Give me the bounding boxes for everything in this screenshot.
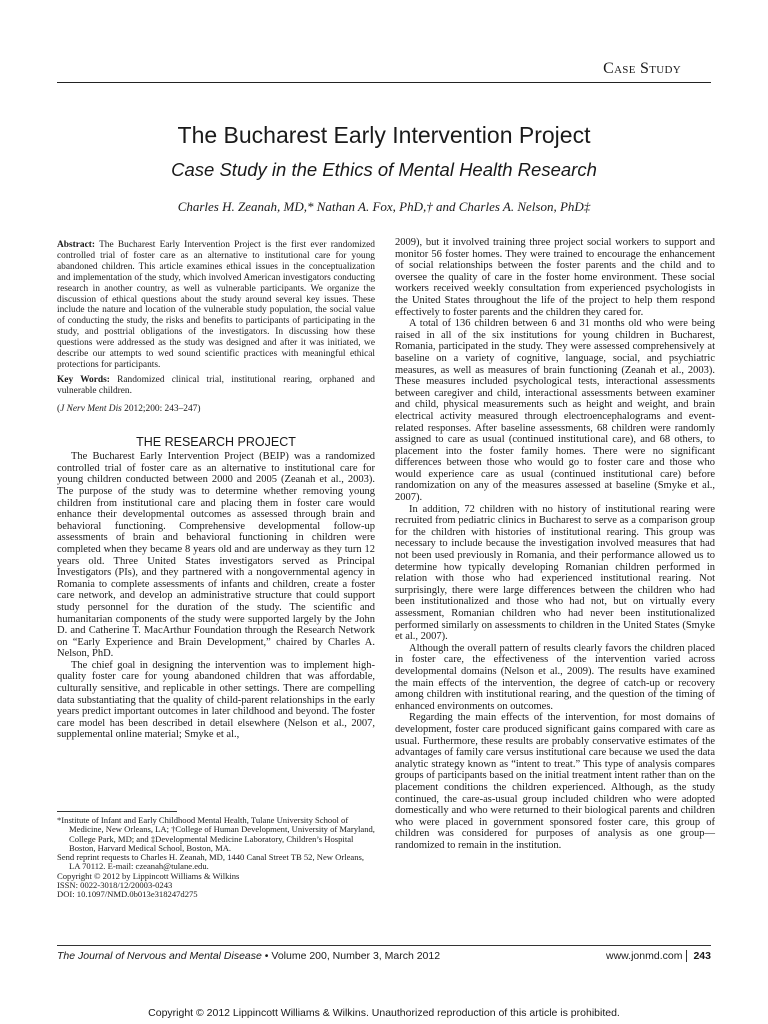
citation xyxy=(57,404,375,415)
website-link[interactable]: www.jonmd.com xyxy=(606,950,683,962)
body-paragraph: Although the overall pattern of results clearly favors the children placed in foster care, the effectiveness of the intervention varied across developmental domains (Nelson et al., 2009). The results have examined the main effects of the intervention, the degree of catch-up or recovery among children with institutional rearing, and the question of the timing of enhanced environments on outcomes. xyxy=(395,642,715,712)
citation-open: ( xyxy=(57,403,61,414)
article-title: The Bucharest Early Intervention Project xyxy=(177,122,591,148)
header-rule xyxy=(57,82,711,83)
abstract xyxy=(57,240,375,371)
journal-footer xyxy=(57,950,440,962)
reprint-footnote: Send reprint requests to Charles H. Zeanah, MD, 1440 Canal Street TB 52, New Orleans, LA 70112. E-mail: czeanah@tulane.edu. xyxy=(57,852,364,872)
abstract-text: The Bucharest Early Intervention Project is the first ever randomized controlled trial of foster care as an alternative to institutional care for young abandoned children. This article examines ethical issues in the conceptualization and implementation of the study, which involved American investigators conducting research in another country, as well as vulnerable participants. We organize the discussion of ethical questions about the study around several key issues. These include the nature and location of the vulnerable study population, the social value of conducting the study, the risks and benefits to participants of participating in the study, and posttrial obligations of the investigators. In discussing how these questions were addressed as the study was designed and after it was initiated, we describe our attempts to wed sound scientific practices with meaningful ethical protections for participants. xyxy=(57,240,375,370)
page-number: 243 xyxy=(686,950,711,962)
body-paragraph: A total of 136 children between 6 and 31 months old who were being raised in all of the six institutions for young children in Bucharest, Romania, participated in the study. They were assessed comprehensively at baseline on a variety of cognitive, language, social, and psychiatric measures, as well as measures of brain functioning (Zeanah et al., 2003). These measures included psychological tests, interactional assessments between caregiver and child, interactional assessments between examiner and child, physical measurements such as height and weight, and brain electrical activity measured through electroencephalograms and event-related responses. After baseline assessments, 68 children were randomly assigned to care as usual (continued institutional care), and 68 others, to placement into the foster family homes. There were no significant differences between those who would go to foster care and those who would experience care as usual (continued institutional care) before randomization on any of the measures assessed at baseline (Smyke et al., 2007). xyxy=(395,318,715,504)
body-paragraph: 2009), but it involved training three project social workers to support and monitor 56 foster homes. They were trained to encourage the enhancement of social relationships between the foster parents and the child and to oversee the quality of care in the foster home environment. These social workers received weekly consultation from experienced psychologists in the United States throughout the life of the project to help them respond effectively to foster parents and the children they cared for. xyxy=(395,237,715,318)
issn-footnote: ISSN: 0022-3018/12/20003-0243 xyxy=(57,880,173,891)
body-paragraph: The Bucharest Early Intervention Project (BEIP) was a randomized controlled trial of foster care as an alternative to institutional care for young children conducted between 2000 and 2005 (Zeanah et al., 2003). The purpose of the study was to determine whether removing young children from institutional care and placing them in foster care would enhance their developmental outcomes as assessed through brain and behavioral functioning. Comprehensive developmental follow-up assessments of brain and behavioral functioning in children were completed when they became 8 years old and are underway as they turn 12 years old. Three United States investigators served as Principal Investigators (PIs), and they partnered with a nongovernmental agency in Romania to complete assessments of infants and children, create a foster care network, and develop an administrative structure that could support study personnel for the duration of the study. The scientific and humanitarian components of the study were supported largely by the John D. and Catherine T. MacArthur Foundation through the Research Network on “Early Experience and Brain Development,” chaired by Charles A. Nelson, PhD. xyxy=(57,451,375,660)
article-subtitle: Case Study in the Ethics of Mental Health Research xyxy=(171,159,597,180)
body-paragraph: Regarding the main effects of the intervention, for most domains of development, foster care produced significant gains compared with care as usual. Furthermore, these results are probably conservative estimates of the advantages of family care versus institutional care because we used the data analytic strategy known as “intent to treat.” This type of analysis compares groups of participants based on the initial treatment intent rather than on the placement conditions the children experienced. Although, as the study continued, the care-as-usual group included children who were adopted domestically and who were returned to their biological parents and children who were placed in government sponsored foster care, this group of children was considered for purposes of analysis as one group—randomized to remain in the institution. xyxy=(395,712,715,851)
copyright-footnote: Copyright © 2012 by Lippincott Williams & Wilkins xyxy=(57,870,240,881)
abstract-label: Abstract: xyxy=(57,240,96,250)
citation-journal: J Nerv Ment Dis xyxy=(60,403,122,414)
doi-footnote: DOI: 10.1097/NMD.0b013e318247d275 xyxy=(57,889,198,900)
footer-right xyxy=(606,950,711,962)
section-label: Case Study xyxy=(603,60,681,77)
keywords-text: Randomized clinical trial, institutional rearing, orphaned and vulnerable children. xyxy=(57,374,375,396)
footnote-rule xyxy=(57,811,177,812)
citation-rest: 2012;200: 243–247) xyxy=(121,403,201,414)
keywords-label: Key Words: xyxy=(57,374,110,385)
volume-info: Volume 200, Number 3, March 2012 xyxy=(271,950,441,962)
right-column xyxy=(395,237,715,851)
footnotes xyxy=(57,811,377,900)
section-heading: THE RESEARCH PROJECT xyxy=(136,434,296,449)
footer-rule xyxy=(57,945,711,946)
footer-bullet: • xyxy=(264,950,269,962)
body-paragraph: In addition, 72 children with no history of institutional rearing were recruited from pediatric clinics in Bucharest to serve as a comparison group for the children with histories of institutional rearing. This group was necessary to include because the investigation involved measures that had not been used previously in Romania, and their performance allowed us to determine how typically developing Romanian children performed in relation with those who had experienced institutional rearing. Not surprisingly, there were large differences between the children who had been institutionalized and those who had not, but on virtually every assessment, Romanian children who had never been institutionalized performed similarly on assessments to children in the United States (Smyke et al., 2007). xyxy=(395,503,715,643)
author-line: Charles H. Zeanah, MD,* Nathan A. Fox, PhD,† and Charles A. Nelson, PhD‡ xyxy=(177,199,591,214)
left-column xyxy=(57,240,375,741)
body-paragraph: The chief goal in designing the intervention was to implement high-quality foster care for young abandoned children that was affordable, culturally sensitive, and replicable in other settings. There are compelling data substantiating that the quality of child-parent relationships in the early years predict important outcomes in later childhood and beyond. The foster care model has been described in detail elsewhere (Nelson et al., 2007, supplemental online material; Smyke et al., xyxy=(57,659,375,741)
copyright-notice: Copyright © 2012 Lippincott Williams & Wilkins. Unauthorized reproduction of this article is prohibited. xyxy=(148,1007,620,1019)
keywords xyxy=(57,375,375,397)
journal-name: The Journal of Nervous and Mental Disease xyxy=(57,950,262,962)
affiliation-footnote: *Institute of Infant and Early Childhood Mental Health, Tulane University School of Medicine, New Orleans, LA; †College of Human Development, University of Maryland, College Park, MD; and ‡Developmental Medicine Laboratory, Children’s Hospital Boston, Harvard Medical School, Boston, MA. xyxy=(57,815,375,853)
